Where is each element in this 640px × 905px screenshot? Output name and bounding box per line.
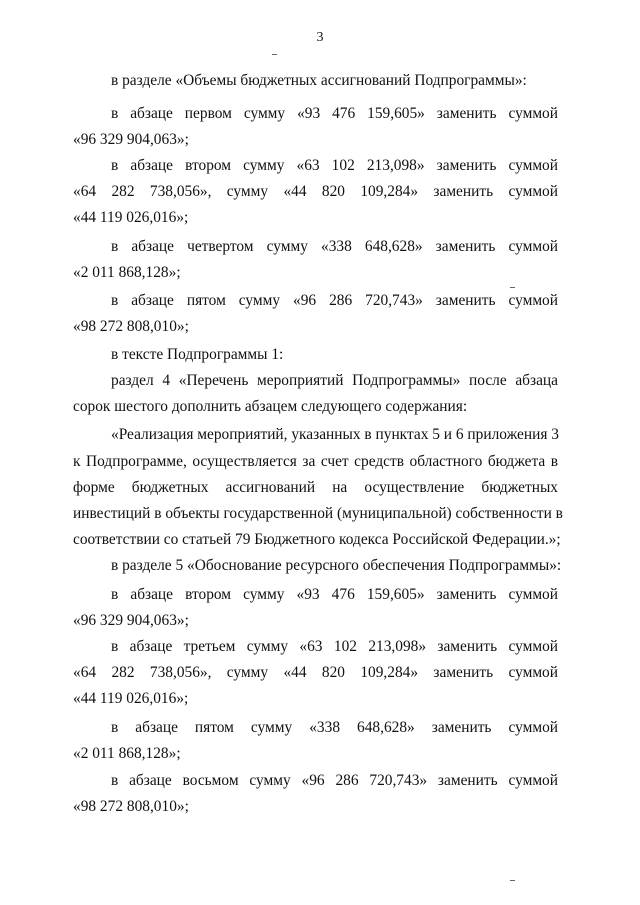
text-line: в разделе 5 «Обоснование ресурсного обеспечения Подпрограммы»: <box>111 557 562 574</box>
text-line: в абзаце восьмом сумму «96 286 720,743» заменить суммой <box>111 772 558 789</box>
text-line: соответствии со статьей 79 Бюджетного кодекса Российской Федерации.»; <box>73 531 561 548</box>
text-line: «Реализация мероприятий, указанных в пунктах 5 и 6 приложения 3 <box>111 426 559 443</box>
text-line: в абзаце втором сумму «93 476 159,605» заменить суммой <box>111 586 558 603</box>
text-line: «98 272 808,010»; <box>73 318 189 335</box>
text-line: в разделе «Объемы бюджетных ассигнований Подпрограммы»: <box>111 72 527 89</box>
text-line: «64 282 738,056», сумму «44 820 109,284» заменить суммой <box>73 183 558 200</box>
text-line: «98 272 808,010»; <box>73 798 189 815</box>
scan-speck <box>510 287 515 288</box>
scan-speck <box>272 54 277 55</box>
text-line: «64 282 738,056», сумму «44 820 109,284» заменить суммой <box>73 664 558 681</box>
page-number: 3 <box>316 30 324 45</box>
text-line: в абзаце пятом сумму «96 286 720,743» заменить суммой <box>111 292 558 309</box>
text-line: «44 119 026,016»; <box>73 209 189 226</box>
text-line: в абзаце пятом сумму «338 648,628» заменить суммой <box>111 719 558 736</box>
text-line: к Подпрограмме, осуществляется за счет средств областного бюджета в <box>73 453 558 470</box>
text-line: в абзаце четвертом сумму «338 648,628» заменить суммой <box>111 238 558 255</box>
text-line: «96 329 904,063»; <box>73 612 189 629</box>
scan-speck <box>510 880 515 881</box>
text-line: сорок шестого дополнить абзацем следующего содержания: <box>73 398 468 415</box>
text-line: в абзаце первом сумму «93 476 159,605» заменить суммой <box>111 105 558 122</box>
text-line: «96 329 904,063»; <box>73 131 189 148</box>
text-line: в тексте Подпрограммы 1: <box>111 346 284 363</box>
text-line: форме бюджетных ассигнований на осуществление бюджетных <box>73 479 558 496</box>
text-line: инвестиций в объекты государственной (муниципальной) собственности в <box>73 505 563 522</box>
text-line: «2 011 868,128»; <box>73 264 181 281</box>
text-line: «44 119 026,016»; <box>73 690 189 707</box>
text-line: «2 011 868,128»; <box>73 745 181 762</box>
text-line: в абзаце третьем сумму «63 102 213,098» заменить суммой <box>111 638 558 655</box>
text-line: в абзаце втором сумму «63 102 213,098» заменить суммой <box>111 157 558 174</box>
text-line: раздел 4 «Перечень мероприятий Подпрограммы» после абзаца <box>111 372 558 389</box>
